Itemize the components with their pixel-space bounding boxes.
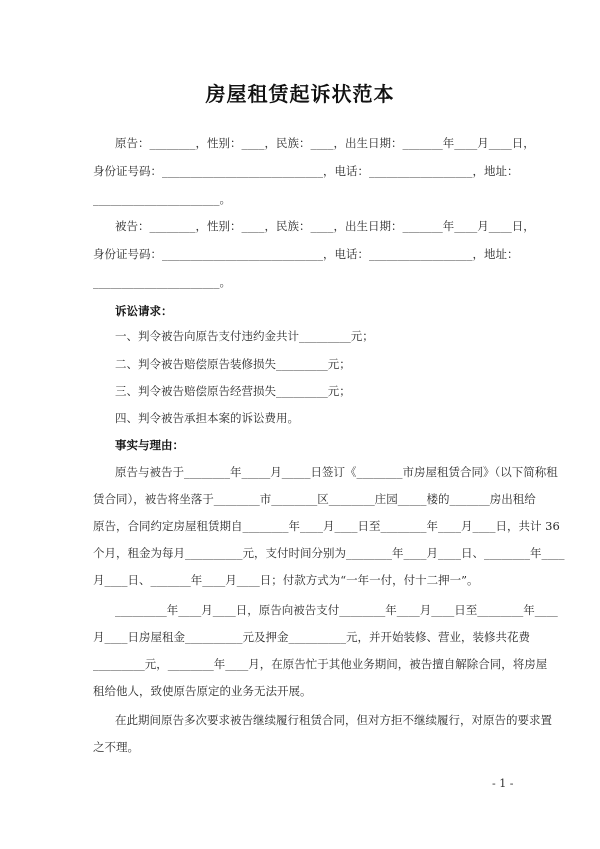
plaintiff-line-1: 原告：________，性别：____，民族：____，出生日期：_______年____月____日，	[115, 136, 535, 150]
claim-item: 三、判令被告赔偿原告经营损失_________元；	[115, 384, 351, 398]
facts-p1-line: 原告与被告于________年_____月_____日签订《________市房屋租赁合同》（以下简称租	[115, 465, 558, 479]
plaintiff-line-3: ______________________。	[93, 192, 231, 206]
defendant-line-2: 身份证号码：____________________________，电话：__________________，地址：	[93, 247, 519, 261]
claims-heading: 诉讼请求：	[115, 304, 173, 318]
defendant-line-3: ______________________。	[93, 275, 231, 289]
facts-heading: 事实与理由：	[115, 438, 184, 452]
facts-p2-line: 租给他人，致使原告原定的业务无法开展。	[93, 684, 312, 698]
claim-item: 一、判令被告向原告支付违约金共计_________元；	[115, 329, 374, 343]
claim-item: 二、判令被告赔偿原告装修损失_________元；	[115, 357, 351, 371]
document-title: 房屋租赁起诉状范本	[205, 82, 395, 106]
facts-p3-line: 在此期间原告多次要求被告继续履行租赁合同，但对方拒不继续履行，对原告的要求置	[115, 713, 552, 727]
facts-p1-line: 月____日、_______年____月____日；付款方式为“一年一付，付十二押一”。	[93, 573, 479, 587]
facts-p1-line: 个月，租金为每月__________元，支付时间分别为________年____月____日、________年____	[93, 546, 565, 560]
facts-p1-line: 原告，合同约定房屋租赁期自________年____月____日至________年____月____日，共计 36	[93, 519, 560, 533]
page-number: - 1 -	[492, 777, 514, 790]
facts-p2-line: 月____日房屋租金__________元及押金__________元，并开始装修、营业，装修共花费	[93, 630, 530, 644]
facts-p3-line: 之不理。	[93, 740, 139, 754]
claim-item: 四、判令被告承担本案的诉讼费用。	[115, 411, 299, 425]
facts-p1-line: 赁合同），被告将坐落于________市________区________庄园_____楼的_______房出租给	[93, 492, 536, 506]
defendant-line-1: 被告：________，性别：____，民族：____，出生日期：_______年____月____日，	[115, 219, 535, 233]
facts-p2-line: _________元，________年____月，在原告忙于其他业务期间，被告擅自解除合同，将房屋	[93, 657, 548, 671]
plaintiff-line-2: 身份证号码：____________________________，电话：__________________，地址：	[93, 164, 519, 178]
facts-p2-line: _________年____月____日，原告向被告支付________年____月____日至________年____	[115, 603, 558, 617]
